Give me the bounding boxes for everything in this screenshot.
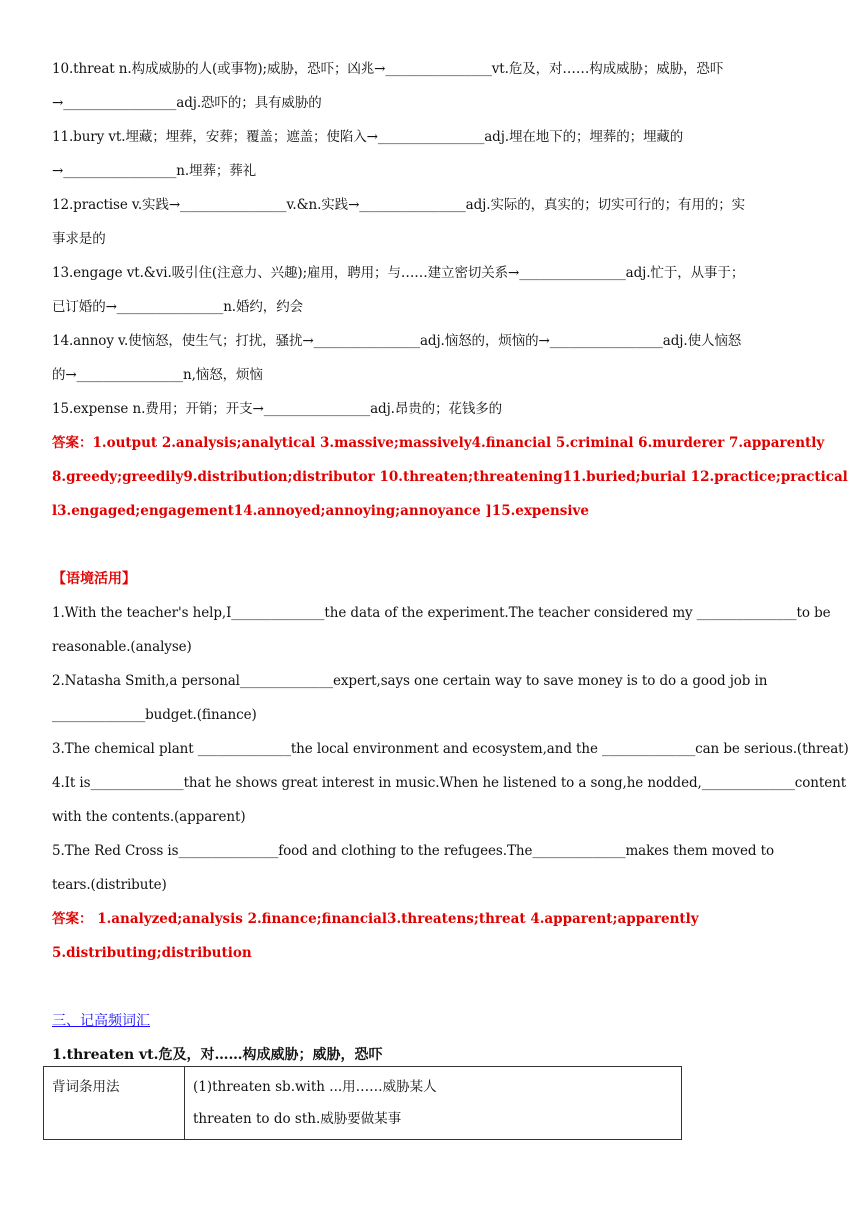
vocab-10-line-1: 10.threat n.构成威胁的人(或事物);威胁，恐吓；凶兆→________________vt.危及，对……构成威胁；威胁，恐吓 [52,61,724,77]
context-4-line-2: with the contents.(apparent) [52,809,246,825]
answer2-line-1: 答案： 1.analyzed;analysis 2.finance;financial3.threatens;threat 4.apparent;apparently [52,911,699,927]
context-heading: 【语境活用】 [52,571,136,587]
word-1-title: 1.threaten vt.危及，对……构成威胁；威胁，恐吓 [52,1047,383,1063]
answer-line-1: 答案：1.output 2.analysis;analytical 3.massive;massively4.financial 5.criminal 6.murderer 7.apparently [52,435,825,451]
vocab-11-line-1: 11.bury vt.埋藏；埋葬，安葬；覆盖；遮盖；使陷入→________________adj.埋在地下的；埋葬的；埋藏的 [52,129,684,145]
section-3-title-link[interactable]: 三、记高频词汇 [52,1013,150,1029]
vocab-10-line-2: →_________________adj.恐吓的；具有威胁的 [52,95,322,111]
vocab-13-line-2: 已订婚的→________________n.婚约，约会 [52,299,303,315]
context-4-line-1: 4.It is______________that he shows great interest in music.When he listened to a song,he nodded,______________content [52,775,847,791]
usage-table [43,1066,682,1140]
context-2-line-2: ______________budget.(finance) [52,707,257,723]
usage-label-cell: 背词条用法 [44,1067,185,1140]
context-1-line-2: reasonable.(analyse) [52,639,192,655]
table-row [44,1067,682,1140]
answer-line-3: l3.engaged;engagement14.annoyed;annoying;annoyance ]15.expensive [52,503,589,519]
context-1-line-1: 1.With the teacher's help,I______________the data of the experiment.The teacher considered my _______________to be [52,605,831,621]
vocab-14-line-2: 的→________________n,恼怒，烦恼 [52,367,263,383]
spacer [52,528,812,562]
vocab-11-line-2: →_________________n.埋葬；葬礼 [52,163,257,179]
vocab-13-line-1: 13.engage vt.&vi.吸引住(注意力、兴趣);雇用，聘用；与……建立密切关系→________________adj.忙于，从事于； [52,265,745,281]
context-3-line-1: 3.The chemical plant ______________the local environment and ecosystem,and the ______________can be serious.(threat) [52,741,849,757]
usage-line-1: (1)threaten sb.with ...用……威胁某人 [193,1079,437,1095]
spacer [52,970,812,1004]
vocab-14-line-1: 14.annoy v.使恼怒，使生气；打扰，骚扰→________________adj.恼怒的，烦恼的→_________________adj.使人恼怒 [52,333,742,349]
document-page [52,52,849,1068]
vocab-15-line-1: 15.expense n.费用；开销；开支→________________adj.昂贵的；花钱多的 [52,401,503,417]
answer-line-2: 8.greedy;greedily9.distribution;distributor 10.threaten;threatening11.buried;burial 12.practice;practical [52,469,848,485]
answer2-line-2: 5.distributing;distribution [52,945,252,961]
context-2-line-1: 2.Natasha Smith,a personal______________expert,says one certain way to save money is to do a good job in [52,673,768,689]
vocab-12-line-1: 12.practise v.实践→________________v.&n.实践→________________adj.实际的，真实的；切实可行的；有用的；实 [52,197,746,213]
context-5-line-2: tears.(distribute) [52,877,167,893]
vocab-12-line-2: 事求是的 [52,231,106,247]
usage-line-2: threaten to do sth.威胁要做某事 [193,1111,402,1127]
usage-content-cell [185,1067,682,1140]
context-5-line-1: 5.The Red Cross is_______________food and clothing to the refugees.The______________makes them moved to [52,843,775,859]
